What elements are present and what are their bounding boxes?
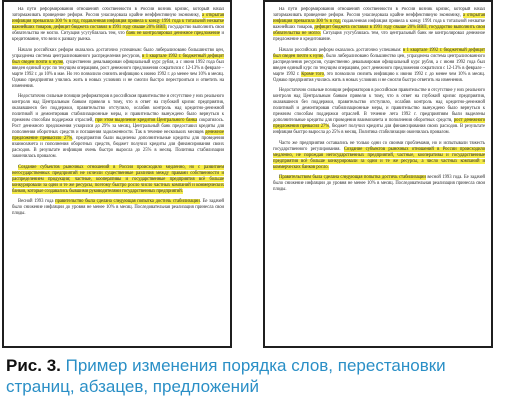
highlighted-text: Создание субъектов рыночных отношений в России происходило медленно, не порождая негосударственных предприятий, частные, кооперативы и государственные предприятия всё больше конкурировали за одни и те же ресурсы, а число частных компаний и коммерческих банков росло.	[273, 146, 485, 170]
paragraph-text: Часто же предприятия оставались не только одни со своими проблемами, но и испытывали тяжесть государственного регулирования.	[273, 140, 485, 152]
highlighted-text: правительство была сделана следующая попытка достичь стабилизации	[55, 199, 200, 205]
paragraph-text: весной 1993 года. Ее задачей было снижение инфляции до уровня не менее 10% в месяц. Последовательная реализация принесла свои плоды.	[273, 175, 485, 193]
highlighted-text: при этом выделение кредитов Центрального банка	[95, 118, 198, 124]
paragraph-text: государство выполнить свои обязательства не могло. Ситуация усугублялась тем, что	[12, 25, 224, 36]
document-page-original	[2, 0, 232, 348]
highlighted-text: в 1 квартале 1992 г. бюджетный дефицит был сведен почти к нулю	[273, 47, 485, 59]
highlighted-text: дефицит бюджета составил в 1991 году свыше 20% ВВП, государство выполнить свои обязательства не могло.	[273, 25, 485, 36]
figure-caption-text: Пример изменения порядка слов, перестановки страниц, абзацев, предложений	[6, 356, 446, 396]
paragraph	[273, 141, 485, 171]
paragraph	[12, 94, 224, 160]
paragraph-text: Начало российских реформ оказалось достаточно успешным: было либерализовано большинство цен, упразднена система централизованного распределения ресурсов,	[12, 47, 224, 59]
paragraph	[12, 7, 224, 43]
paragraph-text: , это позволило снизить инфляцию к июню 1992 г. до менее чем 10% в месяц. Однако предприятия учились жить в новых условиях и не смогли быстро ответить на изменения.	[273, 71, 485, 83]
paragraph-text: На пути реформирования отношений собственности в России возник кризис, который начал затормаживать проведение реформ. Россия унаследовала крайне неэффективную экономику,	[273, 7, 485, 18]
paragraph-text: Весной 1993 года	[18, 199, 56, 205]
paragraph-text: сократилось. Рост денежного предложения ускорился до 29% за месяц, Центральный банк предоставил кредиты для пополнения оборотных средств и погашения задолженности. Так в течение нескольких месяцев	[12, 118, 224, 136]
paragraph	[12, 165, 224, 195]
paragraph-text: , предприятия были выделены дополнительные кредиты для проведения взаимозачета и пополнения оборотных средств, бюджет получил кредиты для финансирования своих расходов. В результате инфляция очень быстро выросла до 25% в месяц. Политика стабилизации закончилась провалом.	[12, 136, 224, 160]
paragraph-text: Недостаточно сильные позиции реформаторов в российском правительстве и отсутствие у них реального контроля над Центральным банком привели к тому, что в ответ на глубокий кризис предприятия, оказавшиеся без поддержки, правительство отступило, ослабив контроль над кредитно-денежной политикой и демонтировав стабилизационные меры, и правительство вынуждено было вернуться к прежним способам поддержки отраслей,	[12, 94, 224, 124]
highlighted-text: Правительством была сделана следующая попытка достичь стабилизации	[279, 175, 426, 181]
highlighted-text: а открытая инфляция превысила 300 % в год,	[273, 13, 485, 24]
paragraph	[273, 88, 485, 136]
paragraph-text: и кредитование, что вело к развалу рынка.	[12, 31, 224, 42]
page-text-area	[273, 7, 485, 342]
paragraph-text: , существенно девальвирован официальный курс рубля, а с июня 1992 года был введен единый курс по текущим операциям, рост денежного предложения сократился с 12-13% в феврале – марте 1992 г. до 10% в мае. Но это позволило снизить инфляцию к июню 1992 г. до менее чем 10% в месяц. Однако предприятия учились жить в новых условиях и не смогли быстро перестроиться и ответить на изменения.	[12, 59, 224, 89]
document-page-modified	[263, 0, 493, 348]
highlighted-text: банк не контролировал денежное предложение	[126, 31, 220, 36]
paragraph	[273, 7, 485, 43]
figure-caption	[6, 355, 502, 397]
highlighted-text: Создание субъектов рыночных отношений в России происходило медленно, но с развитием негосударственных предприятий не исчезли существенные различия между правами собственности и распределением продукции; частные, кооперативы и государственные предприятия всё больше конкурировали за одни и те же ресурсы, поэтому быстро росло число частных компаний и коммерческих банков, которые создавались бывшими руководителями государственных предприятий.	[12, 164, 224, 194]
figure-label: Рис. 3.	[6, 356, 61, 375]
paragraph-text: подавленная инфляция привела к концу 1991 года к тотальной нехватке важнейших товаров,	[273, 19, 485, 30]
paragraph-text: , бюджет получил кредиты для финансирования своих расходов. В результате инфляция быстро выросла до 25% в месяц. Политика стабилизации окончилась провалом.	[273, 124, 485, 136]
paragraph	[273, 48, 485, 84]
paragraph-text: . Ее задачей было снижение инфляции до уровня не менее 10% в месяц. Последовательная реализация принесла свои плоды.	[12, 199, 224, 217]
paragraph-text: Начало российских реформ оказалось достаточно успешным:	[279, 47, 403, 53]
paragraph-text: Ситуация усугублялась тем, что центральный банк не контролировал денежное предложение и кредитование.	[273, 31, 485, 42]
paragraph-text: На пути реформирования отношений собственности в России возник кризис, который начал затормаживать проведение реформ. Россия унаследовала крайне неэффективную экономику,	[12, 7, 224, 18]
paragraph-text: Недостаточно сильные позиции реформаторов в российском правительстве и отсутствие у них реального контроля над Центральным банком привели к тому, что в ответ на глубокий кризис предприятия, оказавшиеся без поддержки, правительство отступило, ослабив контроль над кредитно-денежной политикой и демонтировав стабилизационные меры, и правительство вынуждено было вернуться к прежним способам поддержки отраслей. В течение лета 1992 г. предприятиям были выделены дополнительные кредиты для проведения взаимозачета и пополнения оборотных средств,	[273, 88, 485, 124]
highlighted-text: а открытая инфляция превысила 300 % в год, подавленная инфляция привела к концу 1991 года к тотальной нехватке важнейших товаров, дефицит бюджета составил в 1991 году свыше 20% ВВП,	[12, 13, 224, 30]
page-text-area	[12, 7, 224, 342]
paragraph	[12, 199, 224, 217]
highlighted-text: денежное предложение превысило 27%	[12, 130, 224, 142]
highlighted-text: рост денежного предложения превысил 27%	[273, 118, 485, 130]
highlighted-text: в 1 квартале 1992 г. бюджетный дефицит был сведен почти к нулю	[12, 53, 224, 65]
highlighted-text: Кроме того	[301, 71, 324, 77]
paragraph	[273, 175, 485, 193]
paragraph	[12, 48, 224, 90]
paragraph-text: , было либерализовано большинство цен, упразднена система централизованного распределения ресурсов, существенно девальвирован официальный курс рубля, а с июня 1992 года был введен единый курс по текущим операциям, рост денежного предложения сократился с 12-13% в феврале – марте 1992 г.	[273, 53, 485, 77]
